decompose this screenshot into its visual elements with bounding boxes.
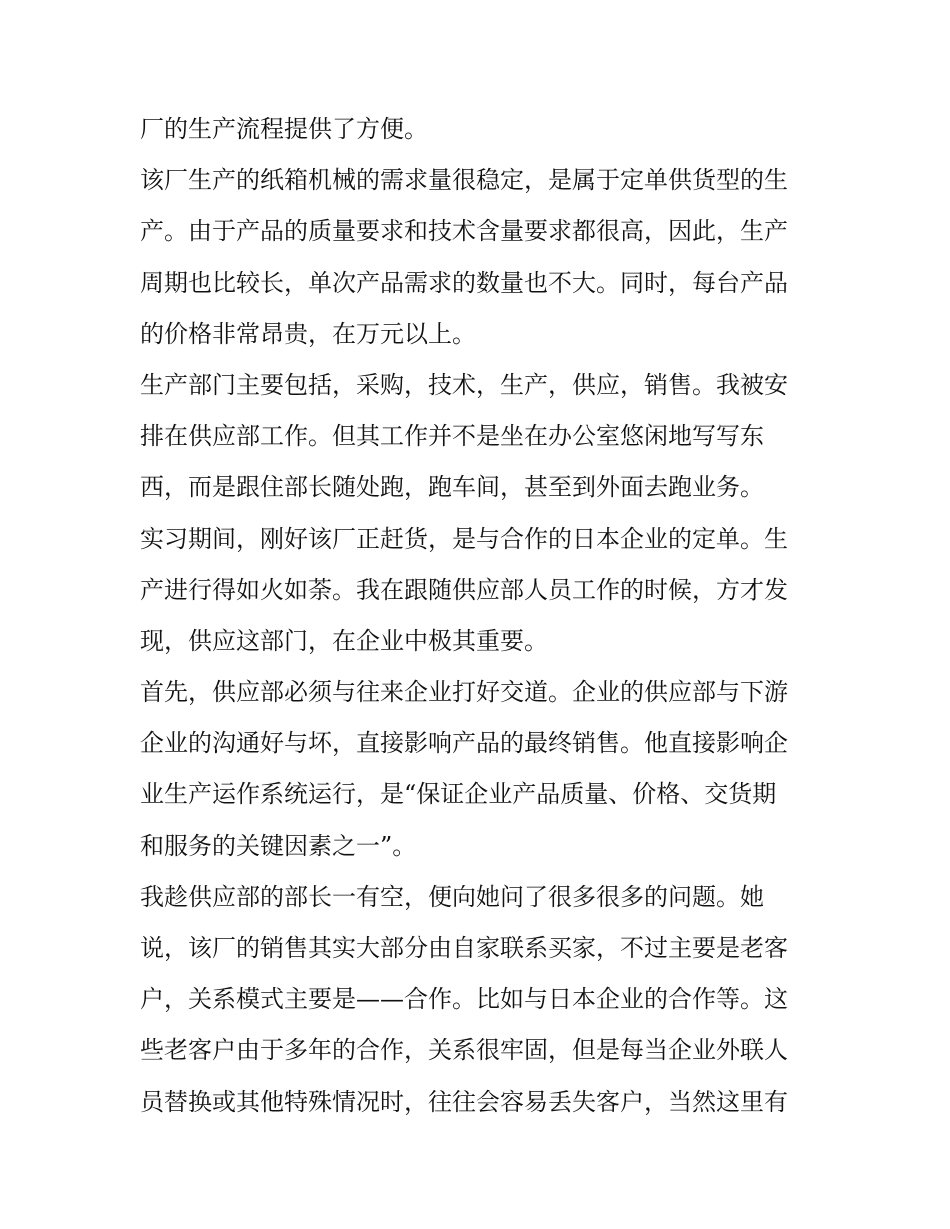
text-line: 西，而是跟住部长随处跑，跑车间，甚至到外面去跑业务。 xyxy=(140,473,764,502)
document-page xyxy=(140,104,820,1128)
text-line: 和服务的关键因素之一”。 xyxy=(140,831,417,860)
text-line: 该厂生产的纸箱机械的需求量很稳定，是属于定单供货型的生 xyxy=(140,166,788,195)
text-line: 产。由于产品的质量要求和技术含量要求都很高，因此，生产 xyxy=(140,217,788,246)
text-line: 的价格非常昂贵，在万元以上。 xyxy=(140,319,476,348)
text-line: 员替换或其他特殊情况时，往往会容易丢失客户，当然这里有 xyxy=(140,1087,788,1116)
text-line: 我趁供应部的部长一有空，便向她问了很多很多的问题。她 xyxy=(140,882,764,911)
text-line: 厂的生产流程提供了方便。 xyxy=(140,115,428,143)
text-line: 户，关系模式主要是——合作。比如与日本企业的合作等。这 xyxy=(140,985,788,1014)
text-line: 周期也比较长，单次产品需求的数量也不大。同时，每台产品 xyxy=(140,268,788,297)
text-line: 些老客户由于多年的合作，关系很牢固，但是每当企业外联人 xyxy=(140,1036,788,1065)
text-line: 生产部门主要包括，采购，技术，生产，供应，销售。我被安 xyxy=(140,370,788,399)
text-line: 业生产运作系统运行，是“保证企业产品质量、价格、交货期 xyxy=(140,780,777,809)
text-line: 说，该厂的销售其实大部分由自家联系买家，不过主要是老客 xyxy=(140,934,788,962)
text-line: 产进行得如火如荼。我在跟随供应部人员工作的时候，方才发 xyxy=(140,575,788,604)
text-line: 首先，供应部必须与往来企业打好交道。企业的供应部与下游 xyxy=(140,678,788,707)
text-line: 实习期间，刚好该厂正赶货，是与合作的日本企业的定单。生 xyxy=(140,524,788,553)
text-line: 现，供应这部门，在企业中极其重要。 xyxy=(140,626,548,655)
text-line: 企业的沟通好与坏，直接影响产品的最终销售。他直接影响企 xyxy=(140,729,788,758)
text-line: 排在供应部工作。但其工作并不是坐在办公室悠闲地写写东 xyxy=(140,422,764,451)
